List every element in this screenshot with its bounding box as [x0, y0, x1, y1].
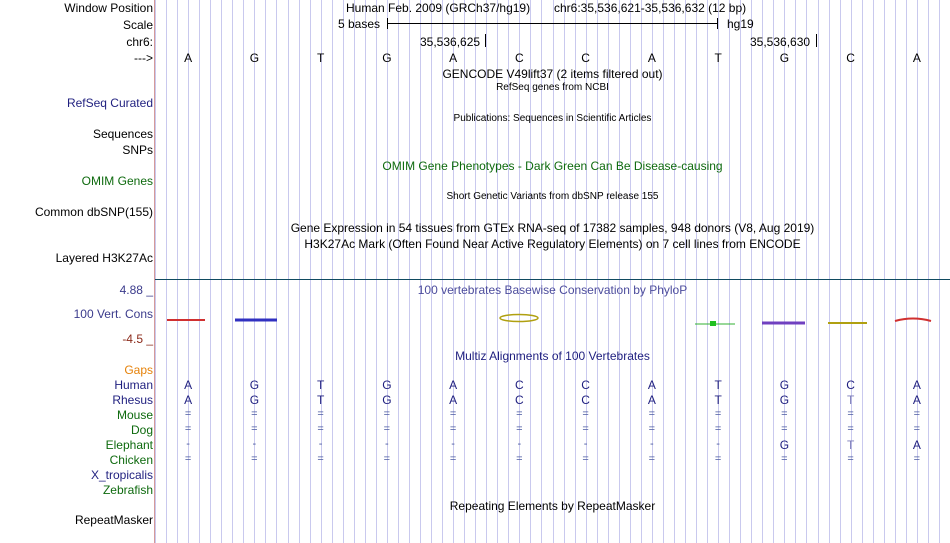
alignment-base: =	[383, 453, 391, 465]
alignment-base: =	[714, 453, 722, 465]
reference-base: T	[714, 51, 722, 65]
alignment-base: =	[847, 423, 854, 435]
alignment-base: G	[779, 438, 790, 452]
species-label-rhesus[interactable]: Rhesus	[112, 393, 153, 407]
alignment-base: A	[449, 378, 458, 392]
alignment-base: G	[249, 378, 260, 392]
alignment-base: A	[912, 438, 921, 452]
alignment-base: -	[517, 438, 522, 450]
h3k27ac-track-label[interactable]: Layered H3K27Ac	[55, 251, 153, 265]
alignment-base: =	[449, 423, 457, 435]
alignment-base: =	[449, 453, 457, 465]
alignment-base: T	[316, 393, 325, 407]
dbsnp-track-label[interactable]: Common dbSNP(155)	[34, 205, 153, 219]
label-window-position: Window Position	[64, 1, 153, 15]
conservation-track-label[interactable]: 100 Vert. Cons	[73, 307, 153, 321]
alignment-base: =	[184, 408, 192, 420]
conservation-track-title[interactable]: 100 vertebrates Basewise Conservation by PhyloP	[417, 283, 688, 297]
scale-bar-tick-right	[717, 18, 718, 29]
rmsk-track-label[interactable]: RepeatMasker	[74, 513, 153, 527]
reference-base: A	[647, 51, 656, 65]
reference-base: A	[449, 51, 458, 65]
coordinate-tick-2	[816, 34, 817, 47]
alignment-base: =	[582, 408, 589, 420]
coordinate-label-2: 35,536,630	[750, 35, 811, 49]
species-label-dog[interactable]: Dog	[130, 423, 153, 437]
alignment-base: =	[516, 453, 523, 465]
alignment-base: T	[714, 393, 722, 407]
alignment-base: -	[716, 438, 720, 450]
reference-base: C	[515, 51, 524, 65]
alignment-base: A	[647, 393, 656, 407]
label-chrom: chr6:	[126, 35, 153, 49]
alignment-base: -	[650, 438, 654, 450]
cons-axis-min: -4.5 _	[122, 332, 153, 346]
reference-base: A	[912, 51, 921, 65]
alignment-base: T	[714, 378, 722, 392]
alignment-base: =	[251, 453, 258, 465]
alignment-base: G	[382, 378, 392, 392]
alignment-base: C	[581, 378, 590, 392]
alignment-base: =	[317, 423, 324, 435]
scale-bar-text: 5 bases	[338, 17, 381, 31]
alignment-base: C	[846, 378, 855, 392]
alignment-base: G	[779, 378, 790, 392]
alignment-base: -	[583, 438, 588, 450]
species-label-chicken[interactable]: Chicken	[109, 453, 153, 467]
reference-base: A	[184, 51, 193, 65]
multiz-track-title[interactable]: Multiz Alignments of 100 Vertebrates	[455, 349, 650, 363]
alignment-base: T	[316, 378, 325, 392]
gtex-track-title[interactable]: Gene Expression in 54 tissues from GTEx RNA-seq of 17382 samples, 948 donors (V8, Aug 2019)	[290, 221, 815, 235]
label-scale: Scale	[122, 18, 153, 32]
alignment-base: A	[449, 393, 458, 407]
species-label-x_tropicalis[interactable]: X_tropicalis	[90, 468, 153, 482]
alignment-base: A	[184, 393, 193, 407]
alignment-base: =	[582, 453, 589, 465]
coordinate-label-1: 35,536,625	[420, 35, 481, 49]
label-strand-arrow[interactable]: --->	[134, 51, 153, 65]
alignment-base: =	[251, 408, 258, 420]
alignment-base: =	[516, 408, 523, 420]
alignment-base: A	[184, 378, 193, 392]
alignment-base: -	[186, 438, 190, 450]
refseq-track-label[interactable]: RefSeq Curated	[66, 96, 153, 110]
alignment-base: C	[515, 378, 524, 392]
reference-base: T	[316, 51, 325, 65]
reference-base: G	[779, 51, 790, 65]
alignment-base: =	[847, 453, 854, 465]
alignment-base: =	[913, 423, 921, 435]
alignment-base: T	[846, 393, 855, 407]
alignment-base: =	[516, 423, 523, 435]
assembly-title: Human Feb. 2009 (GRCh37/hg19)	[346, 1, 531, 15]
gaps-track-label[interactable]: Gaps	[124, 363, 153, 377]
alignment-base: G	[779, 393, 790, 407]
rmsk-track-title[interactable]: Repeating Elements by RepeatMasker	[449, 499, 656, 513]
reference-base: G	[382, 51, 392, 65]
alignment-base: =	[714, 408, 722, 420]
h3k27ac-track-title[interactable]: H3K27Ac Mark (Often Found Near Active Regulatory Elements) on 7 cell lines from ENCODE	[304, 237, 801, 251]
alignment-base: =	[781, 453, 788, 465]
coordinate-tick-1	[485, 34, 486, 47]
snps-track-label[interactable]: SNPs	[122, 143, 153, 157]
track-separator	[155, 279, 950, 280]
alignment-base: =	[449, 408, 457, 420]
alignment-base: =	[383, 423, 391, 435]
alignment-base: =	[251, 423, 258, 435]
scale-bar	[387, 23, 717, 24]
alignment-base: =	[913, 408, 921, 420]
alignment-base: =	[913, 453, 921, 465]
alignment-base: A	[647, 378, 656, 392]
gencode-track-title[interactable]: GENCODE V49lift37 (2 items filtered out)	[442, 67, 663, 81]
reference-base: C	[846, 51, 855, 65]
scale-db-name: hg19	[727, 17, 754, 31]
alignment-base: -	[451, 438, 455, 450]
alignment-base: =	[184, 453, 192, 465]
sequences-track-label[interactable]: Sequences	[92, 127, 153, 141]
alignment-base: A	[912, 393, 921, 407]
alignment-base: A	[912, 378, 921, 392]
species-label-mouse[interactable]: Mouse	[116, 408, 153, 422]
alignment-base: G	[382, 393, 392, 407]
species-label-elephant[interactable]: Elephant	[105, 438, 153, 452]
reference-base: C	[581, 51, 590, 65]
dbsnp-track-title[interactable]: Short Genetic Variants from dbSNP release 155	[446, 191, 659, 202]
alignment-base: -	[252, 438, 257, 450]
alignment-base: =	[648, 423, 656, 435]
publications-track-title[interactable]: Publications: Sequences in Scientific Articles	[453, 113, 652, 124]
window-position-text: chr6:35,536,621-35,536,632 (12 bp)	[554, 1, 747, 15]
alignment-base: =	[184, 423, 192, 435]
cons-axis-max: 4.88 _	[119, 283, 153, 297]
omim-track-title[interactable]: OMIM Gene Phenotypes - Dark Green Can Be Disease-causing	[382, 159, 723, 173]
alignment-base: =	[847, 408, 854, 420]
scale-bar-tick-left	[387, 18, 388, 29]
alignment-base: =	[781, 408, 788, 420]
species-label-zebrafish[interactable]: Zebrafish	[102, 483, 153, 497]
alignment-base: -	[385, 438, 389, 450]
species-label-human[interactable]: Human	[114, 378, 153, 392]
alignment-base: G	[249, 393, 260, 407]
alignment-base: =	[648, 453, 656, 465]
alignment-base: C	[515, 393, 524, 407]
alignment-base: =	[317, 408, 324, 420]
alignment-base: =	[648, 408, 656, 420]
refseq-track-title[interactable]: RefSeq genes from NCBI	[496, 82, 609, 93]
alignment-base: =	[383, 408, 391, 420]
alignment-base: =	[317, 453, 324, 465]
alignment-base: T	[846, 438, 855, 452]
alignment-base: =	[714, 423, 722, 435]
alignment-base: =	[781, 423, 788, 435]
conservation-wiggle	[155, 300, 950, 340]
alignment-base: =	[582, 423, 589, 435]
alignment-base: C	[581, 393, 590, 407]
alignment-base: -	[318, 438, 323, 450]
omim-track-label[interactable]: OMIM Genes	[81, 174, 153, 188]
reference-base: G	[249, 51, 260, 65]
